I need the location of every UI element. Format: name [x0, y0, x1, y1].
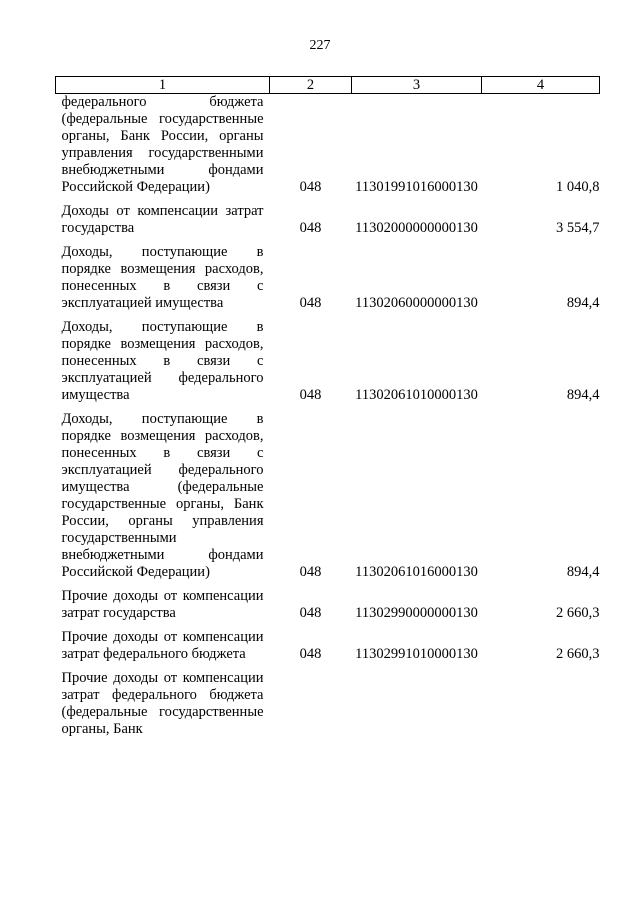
row-admin-code: 048: [299, 220, 322, 236]
row-amount: 2 660,3: [556, 605, 600, 621]
row-budget-code: 11302990000000130: [355, 605, 478, 621]
table-row: [56, 404, 600, 581]
row-admin-code: 048: [299, 387, 322, 403]
row-admin-code: 048: [299, 605, 322, 621]
row-amount: [482, 663, 600, 738]
row-budget-code: 11302000000000130: [355, 220, 478, 236]
row-name: Прочие доходы от компенсации затрат федерального бюджета (федеральные государственные органы, Банк: [61, 670, 264, 737]
row-admin-code: 048: [299, 646, 322, 662]
row-amount: 894,4: [566, 295, 600, 311]
row-name: Доходы, поступающие в порядке возмещения расходов, понесенных в связи с эксплуатацией имущества: [61, 244, 264, 311]
row-budget-code: [352, 663, 482, 738]
page-number: 227: [309, 38, 331, 53]
row-name: федерального бюджета (федеральные государственные органы, Банк России, органы управления государственными внебюджетными фондами Российской Федерации): [61, 94, 264, 195]
table-row: [56, 581, 600, 622]
row-amount: 3 554,7: [556, 220, 600, 236]
row-admin-code: 048: [299, 564, 322, 580]
row-name: Доходы от компенсации затрат государства: [61, 203, 264, 236]
row-admin-code: 048: [299, 295, 322, 311]
row-amount: 2 660,3: [556, 646, 600, 662]
row-budget-code: 11302061016000130: [355, 564, 478, 580]
row-name: Доходы, поступающие в порядке возмещения расходов, понесенных в связи с эксплуатацией федерального имущества (федеральные государственные органы, Банк России, органы управления государственными внебюджетными фондами Российской Федерации): [61, 411, 264, 580]
table-row: [56, 196, 600, 237]
row-admin-code: [270, 663, 352, 738]
table-row: [56, 94, 600, 197]
column-header-2: 2: [270, 77, 352, 94]
table-row: [56, 237, 600, 312]
row-budget-code: 11302991010000130: [355, 646, 478, 662]
table-row: [56, 622, 600, 663]
row-amount: 894,4: [566, 564, 600, 580]
row-amount: 1 040,8: [556, 179, 600, 195]
row-budget-code: 11302060000000130: [355, 295, 478, 311]
column-header-3: 3: [352, 77, 482, 94]
table-row: [56, 663, 600, 738]
column-header-1: 1: [56, 77, 270, 94]
row-amount: 894,4: [566, 387, 600, 403]
row-budget-code: 11302061010000130: [355, 387, 478, 403]
column-header-4: 4: [482, 77, 600, 94]
row-budget-code: 11301991016000130: [355, 179, 478, 195]
header-row: [56, 77, 600, 94]
row-name: Прочие доходы от компенсации затрат государства: [61, 588, 264, 621]
budget-table: [55, 76, 600, 738]
row-admin-code: 048: [299, 179, 322, 195]
table-row: [56, 312, 600, 404]
row-name: Прочие доходы от компенсации затрат федерального бюджета: [61, 629, 264, 662]
row-name: Доходы, поступающие в порядке возмещения расходов, понесенных в связи с эксплуатацией федерального имущества: [61, 319, 264, 403]
